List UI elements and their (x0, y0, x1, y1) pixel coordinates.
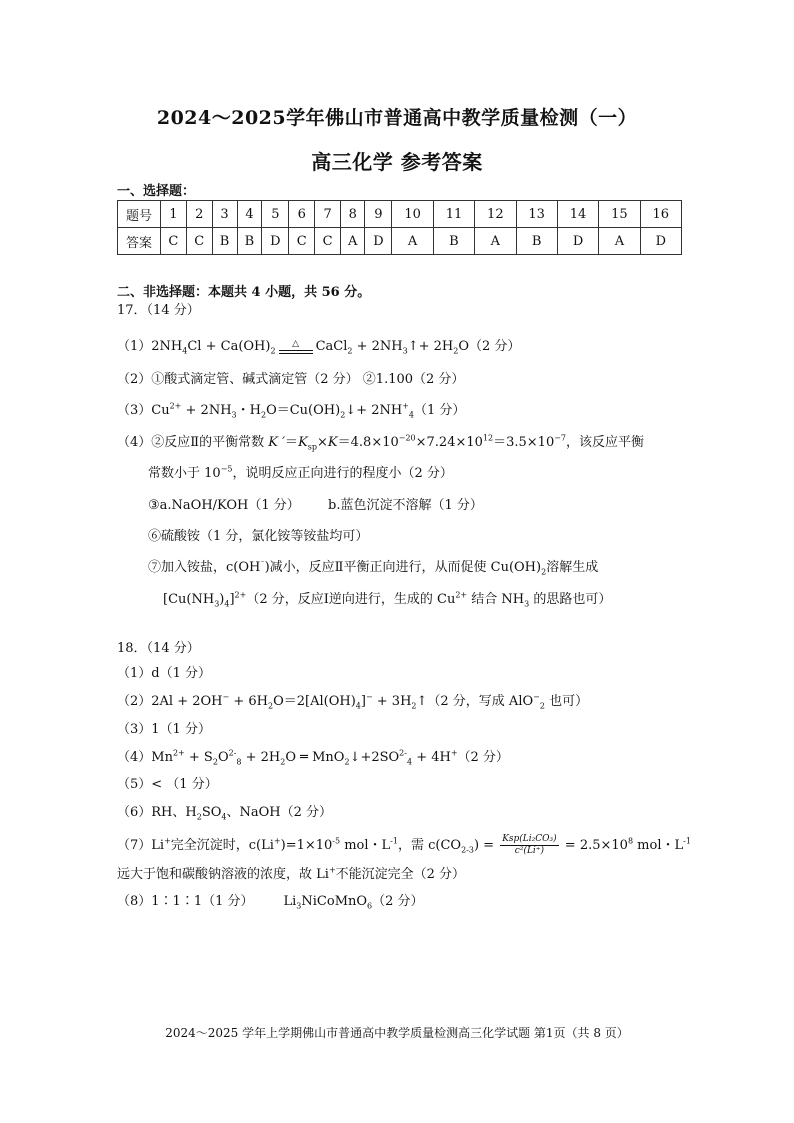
answer-cell: A (475, 228, 516, 255)
text: ，需 c(CO (397, 838, 462, 853)
q17-part4-cont (148, 465, 453, 483)
q17-part2: （2）①酸式滴定管、碱式滴定管（2 分） ②1.100（2 分） (117, 372, 465, 387)
text: [Cu(NH (163, 592, 215, 607)
text: K (327, 435, 338, 450)
heating-condition (279, 340, 313, 354)
q17-part4-6: ⑥硫酸铵（1 分，氯化铵等铵盐均可） (148, 529, 369, 544)
text: K ′ (268, 435, 286, 450)
text: Li (283, 894, 297, 909)
answer-cell: A (392, 228, 433, 255)
text: ) (219, 592, 225, 607)
question-cell: 1 (161, 201, 187, 228)
text: O（2 分） (458, 339, 521, 354)
answer-cell: D (262, 228, 289, 255)
fraction-numerator: Ksp(Li₂CO₃) (502, 834, 557, 844)
answer-cell: D (557, 228, 598, 255)
text: ・H (236, 403, 261, 418)
text: 也可） (544, 694, 589, 709)
answer-cell: C (289, 228, 315, 255)
text: ＝4.8×10 (337, 435, 399, 450)
text: = 2.5×10 (560, 838, 628, 853)
text: O (217, 750, 229, 765)
question-cell: 12 (475, 201, 516, 228)
text: + 4H (412, 750, 451, 765)
text: ⑦加入铵盐，c(OH (148, 560, 261, 575)
text: ＝ (285, 435, 299, 450)
text: + 2NH (181, 403, 232, 418)
text: ↓+ 2NH (345, 403, 403, 418)
text: （1）2NH (117, 339, 183, 354)
text: Cl + Ca(OH) (187, 339, 271, 354)
text: 2+ (234, 590, 247, 600)
page-footer: 2024～2025 学年上学期佛山市普通高中教学质量检测高三化学试题 第1页（共 8 页） (165, 1026, 629, 1040)
text: −20 (398, 433, 416, 443)
text: ＝3.5×10 (493, 435, 555, 450)
text: + 3H (372, 694, 412, 709)
text: O＝2[Al(OH) (273, 694, 356, 709)
question-cell: 2 (186, 201, 212, 228)
heat-triangle-icon: △ (292, 338, 300, 349)
text: K (298, 435, 308, 450)
answer-cell: D (640, 228, 681, 255)
text: −7 (554, 433, 567, 443)
text: （2）2Al + 2OH (117, 694, 223, 709)
text: -1 (390, 836, 398, 846)
text: 2-3 (461, 845, 474, 855)
text: SO (201, 805, 222, 820)
question-cell: 9 (365, 201, 392, 228)
text: -1 (683, 836, 691, 846)
text: （6）RH、H (117, 805, 197, 820)
text: ⁻ (260, 558, 265, 568)
q17-part3: $(3)Cu^{2+} + 2NH_3$・$H_2O=Cu(OH)_2↓+ 2NH^+_4(1$ 分） (117, 401, 466, 420)
text: 常数小于 10 (148, 466, 221, 481)
q18-part3: （3）1（1 分） (117, 722, 211, 737)
text: mol・L (633, 838, 684, 853)
q17-part4-7: ⑦加入铵盐，c(OH⁻)减小，反应Ⅱ平衡正向进行，从而促使 $Cu(OH)_2$溶解生成 (148, 558, 599, 577)
text: 远大于饱和碳酸钠溶液的浓度，故 Li (117, 867, 329, 882)
answer-cell: C (186, 228, 212, 255)
q18-part8: （8）1∶1∶1（1 分） $Li_3NiCoMnO_6(2$ 分） (117, 894, 424, 911)
answer-cell: B (212, 228, 237, 255)
text: 8 (627, 836, 634, 846)
q18-part2: $(2)2Al + 2OH^- + 6H_2O=2[Al(OH)_4]^-$ + $3H_2↑(2$ 分，写成 AlO−$_2$ 也可） (117, 692, 589, 711)
text: NiCoMnO (301, 894, 368, 909)
text: 的思路也可） (529, 592, 612, 607)
text: + 2H (241, 750, 281, 765)
q18-header: 18．（14 分） (117, 641, 200, 656)
q18-part6: （6）RH、$H_2SO_4$、NaOH（2 分） (117, 805, 333, 822)
answer-table (117, 200, 682, 255)
text: )=1×10 (280, 838, 333, 853)
answer-cell: B (433, 228, 474, 255)
text: ] (360, 694, 366, 709)
text: −5 (220, 464, 233, 474)
ksp-fraction (500, 834, 558, 857)
answer-cell: B (237, 228, 262, 255)
text: × (317, 435, 328, 450)
q17-part4-3b: b.蓝色沉淀不溶解（1 分） (328, 498, 483, 513)
text: sp (307, 442, 318, 452)
question-cell: 6 (289, 201, 315, 228)
text: ×7.24×10 (415, 435, 483, 450)
q17-part1: $(1)2NH_4Cl + Ca(OH)_2$ △ CaCl$_2$ + $2NH_3↑+ 2H_2O(2$ 分） (117, 338, 521, 356)
text: 2+ (455, 590, 468, 600)
text: 不能沉淀完全（2 分） (335, 867, 466, 882)
question-cell: 5 (262, 201, 289, 228)
question-cell: 13 (516, 201, 557, 228)
text: （2 分） (457, 750, 509, 765)
page-subtitle: 高三化学 参考答案 (311, 150, 483, 174)
text: ，该反应平衡 (566, 435, 645, 450)
text: ↑+ 2H (407, 339, 454, 354)
text: + 6H (229, 694, 268, 709)
question-cell: 11 (433, 201, 474, 228)
text: 、NaOH（2 分） (226, 805, 333, 820)
text: （4）Mn (117, 750, 173, 765)
text: + S (184, 750, 213, 765)
answer-cell: A (599, 228, 640, 255)
question-cell: 7 (315, 201, 341, 228)
text: )减小，反应Ⅱ平衡正向进行，从而促使 Cu(OH) (264, 560, 542, 575)
text: CaCl (315, 339, 348, 354)
text: ↓+2SO (349, 750, 400, 765)
text: 12 (482, 433, 494, 443)
question-cell: 15 (599, 201, 640, 228)
equals-sign (279, 350, 313, 354)
text: ] (229, 592, 235, 607)
q17-part4 (117, 434, 644, 452)
text: 结合 NH (467, 592, 525, 607)
text: （2 分） (372, 894, 424, 909)
fraction-denominator: c²(Li⁺) (514, 846, 545, 856)
text: （3）Cu (117, 403, 170, 418)
text: 溶解生成 (546, 560, 599, 575)
row-label-question: 题号 (118, 201, 161, 228)
q17-part4-3a: ③a.NaOH/KOH（1 分） (148, 498, 300, 513)
question-cell: 8 (340, 201, 364, 228)
answer-cell: C (315, 228, 341, 255)
q18-part7: （7）Li+完全沉淀时，$c(Li^+)=1\times 10^{-5}$ mol・$L^{-1}$，需 $c(CO_{2-3})$ = $\frac{\text{Ksp(Li₂CO₃)}}{\text{c²(Li⁺)}}$ = $2.5\times 10^8$ mol・$L^{-1}$ (117, 834, 691, 856)
q17-header: 17．（14 分） (117, 303, 200, 318)
answer-row (118, 228, 682, 255)
page-title: 2024～2025学年佛山市普通高中教学质量检测（一） (156, 107, 638, 129)
q17-part4-7-cont: $[Cu(NH_3)_4]^{2+}(2$ 分，反应Ⅰ逆向进行，生成的 $Cu^{2+}$ 结合 $NH_3$ 的思路也可） (163, 590, 612, 609)
answer-cell: B (516, 228, 557, 255)
text: ↑（2 分，写成 AlO (416, 694, 534, 709)
text: O ═ MnO (285, 750, 345, 765)
text: （4）②反应Ⅱ的平衡常数 (117, 435, 269, 450)
text: ) = (473, 838, 499, 853)
q18-part4: $(4)Mn^{2+} + S_2O^{2-}_8 + 2H_2O$ ═ $MnO_2↓+2SO^{2-}_4 + 4H^+(2$ 分） (117, 748, 509, 767)
text: （7）Li (117, 838, 165, 853)
question-cell: 16 (640, 201, 681, 228)
q18-part7-cont: 远大于饱和碳酸钠溶液的浓度，故 Li+不能沉淀完全（2 分） (117, 865, 466, 882)
section-1-heading: 一、选择题： (117, 184, 196, 199)
answer-cell: C (161, 228, 187, 255)
q18-part5: （5）< （1 分） (117, 777, 218, 792)
row-label-answer: 答案 (118, 228, 161, 255)
question-cell: 10 (392, 201, 433, 228)
text: -5 (332, 836, 341, 846)
text: O＝Cu(OH) (266, 403, 341, 418)
question-cell: 3 (212, 201, 237, 228)
answer-cell: A (340, 228, 364, 255)
text: + 2NH (352, 339, 403, 354)
section-2-heading: 二、非选择题：本题共 4 小题，共 56 分。 (117, 285, 371, 300)
answer-cell: D (365, 228, 392, 255)
text: （8）1∶1∶1（1 分） (117, 894, 254, 909)
text: （1 分） (413, 403, 466, 418)
text: mol・L (340, 838, 391, 853)
question-cell: 4 (237, 201, 262, 228)
text: 完全沉淀时，c(Li (170, 838, 274, 853)
text: （2 分，反应Ⅰ逆向进行，生成的 Cu (246, 592, 456, 607)
question-cell: 14 (557, 201, 598, 228)
question-number-row (118, 201, 682, 228)
q18-part1: （1）d（1 分） (117, 666, 211, 681)
text: ，说明反应正向进行的程度小（2 分） (232, 466, 453, 481)
